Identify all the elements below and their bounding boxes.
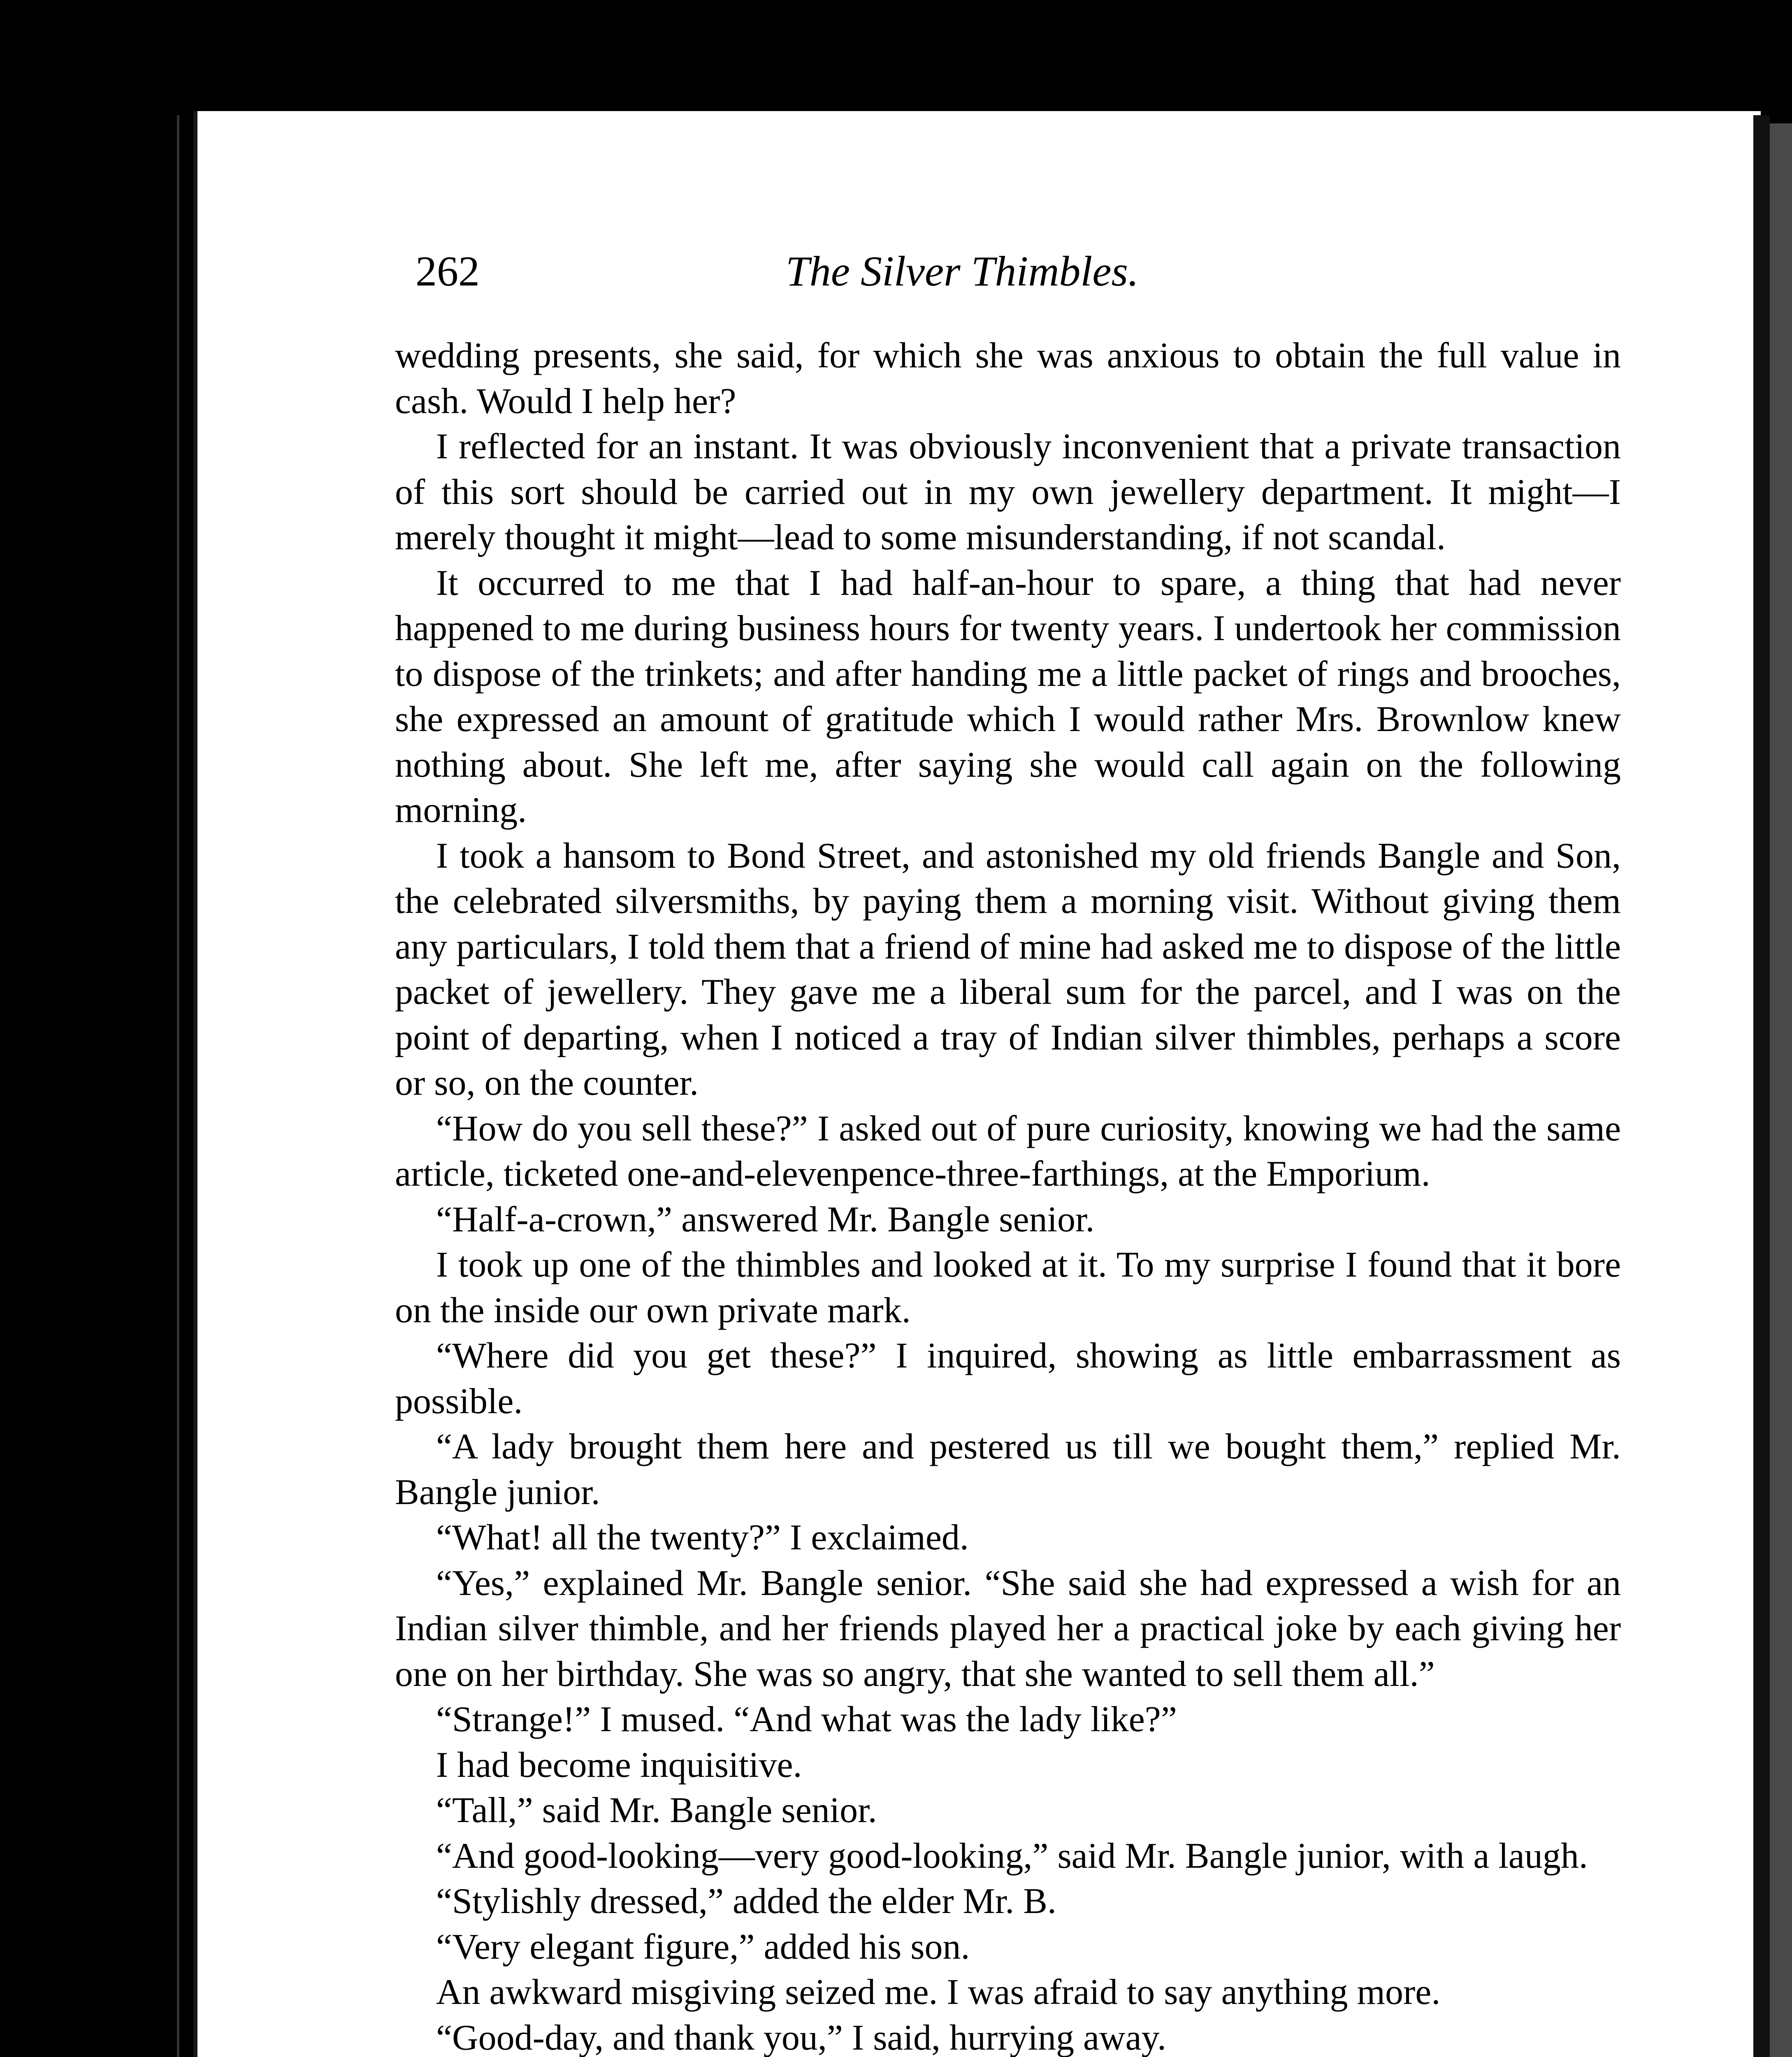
paragraph: I reflected for an instant. It was obviously inconvenient that a private transaction of this sort should be carried out in my own jewellery department. It might—I merely thought it might—lead to some misunderstanding, if not scandal. — [395, 427, 1621, 557]
paragraph: It occurred to me that I had half-an-hour to spare, a thing that had never happened to me during business hours for twenty years. I undertook her commission to dispose of the trinkets; and after handing me a little packet of rings and brooches, she expressed an amount of gratitude which I would rather Mrs. Brownlow knew nothing about. She left me, after saying she would call again on the following morning. — [395, 563, 1621, 830]
body-text — [395, 333, 1621, 2057]
paragraph: I took up one of the thimbles and looked at it. To my surprise I found that it bore on the inside our own private mark. — [395, 1245, 1621, 1330]
running-title: The Silver Thimbles. — [786, 248, 1139, 295]
page-edge-shadow — [1769, 123, 1792, 2057]
book-spine — [1753, 115, 1770, 2057]
paragraph: “Half-a-crown,” answered Mr. Bangle senior. — [436, 1199, 1095, 1240]
paragraph: “Stylishly dressed,” added the elder Mr. B. — [436, 1881, 1056, 1921]
paragraph: “And good-looking—very good-looking,” said Mr. Bangle junior, with a laugh. — [436, 1836, 1588, 1876]
paragraph: “Where did you get these?” I inquired, showing as little embarrassment as possible. — [395, 1336, 1621, 1421]
paragraph: “A lady brought them here and pestered us till we bought them,” replied Mr. Bangle junior. — [395, 1427, 1621, 1512]
paragraph: An awkward misgiving seized me. I was afraid to say anything more. — [436, 1972, 1441, 2012]
page-fold-line — [177, 115, 179, 2057]
page-header — [416, 243, 1633, 300]
paragraph: wedding presents, she said, for which she was anxious to obtain the full value in cash. Would I help her? — [395, 336, 1621, 421]
paragraph: I had become inquisitive. — [436, 1745, 802, 1785]
paragraph: “Tall,” said Mr. Bangle senior. — [436, 1790, 877, 1830]
paragraph: “Strange!” I mused. “And what was the lady like?” — [436, 1699, 1177, 1739]
paragraph: “What! all the twenty?” I exclaimed. — [436, 1518, 969, 1558]
paragraph: “How do you sell these?” I asked out of pure curiosity, knowing we had the same article, ticketed one-and-elevenpence-three-farthings, at the Emporium. — [395, 1108, 1621, 1194]
page-number: 262 — [416, 248, 480, 295]
paragraph: I took a hansom to Bond Street, and astonished my old friends Bangle and Son, the celebrated silversmiths, by paying them a morning visit. Without giving them any particulars, I told them that a friend of mine had asked me to dispose of the little packet of jewellery. They gave me a liberal sum for the parcel, and I was on the point of departing, when I noticed a tray of Indian silver thimbles, perhaps a score or so, on the counter. — [395, 836, 1621, 1103]
paragraph: “Yes,” explained Mr. Bangle senior. “She said she had expressed a wish for an Indian silver thimble, and her friends played her a practical joke by each giving her one on her birthday. She was so angry, that she wanted to sell them all.” — [395, 1563, 1621, 1694]
paragraph: “Good-day, and thank you,” I said, hurrying away. — [436, 2018, 1166, 2057]
paragraph: “Very elegant figure,” added his son. — [436, 1927, 970, 1967]
